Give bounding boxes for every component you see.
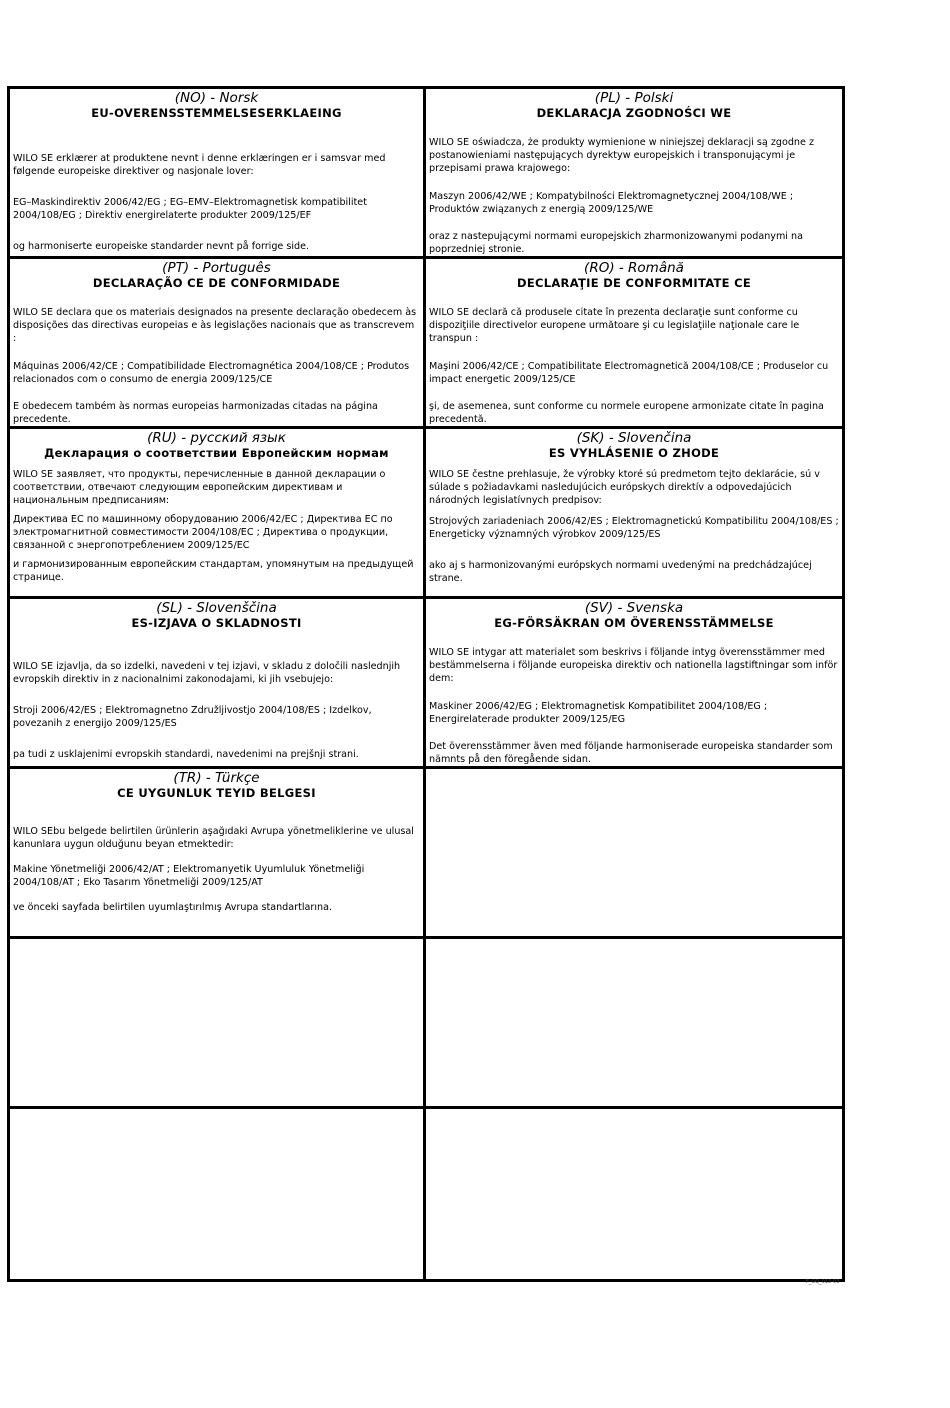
declaration-closing: ve önceki sayfada belirtilen uyumlaştırılmış Avrupa standartlarına. <box>13 901 333 913</box>
declaration-closing: oraz z nastepującymi normami europejskich zharmonizowanymi podanymi na poprzedniej stronie. <box>429 230 803 255</box>
declaration-tr <box>10 769 426 939</box>
declaration-ru <box>10 429 426 599</box>
declaration-title: EU-OVERENSSTEMMELSESERKLAEING <box>91 106 342 120</box>
language-heading: (SK) - Slovenčina <box>576 430 692 446</box>
declaration-pt <box>10 259 426 429</box>
declaration-intro: WILO SE čestne prehlasuje, že výrobky ktoré sú predmetom tejto deklarácie, sú v súlade s požiadavkami nasledujúcich európskych direktív a odpovedajúcich národných legislatívnych predpisov: <box>429 469 820 506</box>
declaration-sk <box>426 429 842 599</box>
declaration-directives: Maskiner 2006/42/EG ; Elektromagnetisk Kompatibilitet 2004/108/EG ; Energirelaterade produkter 2009/125/EG <box>429 700 768 725</box>
declaration-closing: E obedecem também às normas europeias harmonizadas citadas na página precedente. <box>13 400 378 425</box>
declaration-closing: şi, de asemenea, sunt conforme cu normele europene armonizate citate în pagina precedentă. <box>429 400 824 425</box>
declaration-intro: WILO SEbu belgede belirtilen ürünlerin aşağıdaki Avrupa yönetmeliklerine ve ulusal kanunlara uygun olduğunu beyan etmektedir: <box>13 825 414 850</box>
declaration-title: ES VYHLÁSENIE O ZHODE <box>548 446 720 460</box>
declaration-sl <box>10 599 426 769</box>
language-heading: (PL) - Polski <box>594 90 674 106</box>
language-heading: (TR) - Türkçe <box>173 770 260 786</box>
language-heading: (RO) - Română <box>584 260 684 276</box>
empty-cell <box>10 939 426 1109</box>
declaration-ro <box>426 259 842 429</box>
declarations-grid <box>7 86 845 1282</box>
language-heading: (RU) - русский язык <box>147 430 286 446</box>
language-heading: (PT) - Português <box>162 260 271 276</box>
declaration-closing: Det överensstämmer även med följande harmoniserade europeiska standarder som nämnts på den föregående sidan. <box>429 740 833 765</box>
declaration-directives: Stroji 2006/42/ES ; Elektromagnetno Združljivostjo 2004/108/ES ; Izdelkov, povezanih z energijo 2009/125/ES <box>13 705 372 729</box>
declaration-title: DECLARAŢIE DE CONFORMITATE CE <box>516 276 752 290</box>
declaration-title: Декларация о соответствии Европейским нормам <box>44 446 389 460</box>
language-heading: (SV) - Svenska <box>584 600 684 616</box>
declaration-intro: WILO SE declară că produsele citate în prezenta declaraţie sunt conforme cu dispoziţiile directivelor europene următoare şi cu legislaţiile naţionale care le transpun : <box>429 307 800 345</box>
declaration-no <box>10 89 426 259</box>
declaration-closing: og harmoniserte europeiske standarder nevnt på forrige side. <box>13 241 310 252</box>
declaration-intro: WILO SE заявляет, что продукты, перечисленные в данной декларации о соответствии, отвечают следующим европейским директивам и национальным предписаниям: <box>13 469 386 506</box>
declaration-title: ES-IZJAVA O SKLADNOSTI <box>131 616 302 630</box>
language-heading: (SL) - Slovenščina <box>156 600 277 616</box>
empty-cell <box>426 1109 842 1279</box>
declaration-intro: WILO SE declara que os materiais designados na presente declaração obedecem às disposições das directivas europeias e às legislações nacionais que as transcrevem : <box>13 307 417 345</box>
declaration-closing: ako aj s harmonizovanými európskych normami uvedenými na predchádzajúcej strane. <box>429 560 812 584</box>
form-code: F_GQ_013-03 <box>806 1279 840 1285</box>
declaration-title: DECLARAÇÃO CE DE CONFORMIDADE <box>92 276 341 290</box>
declaration-intro: WILO SE izjavlja, da so izdelki, navedeni v tej izjavi, v skladu z določili naslednjih evropskih direktiv in z nacionalnimi zakonodajami, ki jih vsebujejo: <box>13 661 401 685</box>
declaration-directives: Máquinas 2006/42/CE ; Compatibilidade Electromagnética 2004/108/CE ; Produtos relacionados com o consumo de energia 2009/125/CE <box>13 360 410 385</box>
empty-cell <box>10 1109 426 1279</box>
declaration-directives: Makine Yönetmeliği 2006/42/AT ; Elektromanyetik Uyumluluk Yönetmeliği 2004/108/AT ; Eko Tasarım Yönetmeliği 2009/125/AT <box>13 863 365 888</box>
declaration-directives: Директива ЕС по машинному оборудованию 2006/42/ЕС ; Директива ЕС по электромагнитной совместимости 2004/108/ЕС ; Директива о продукции, связанной с энергопотреблением 2009/125/ЕС <box>13 514 393 551</box>
empty-cell <box>426 939 842 1109</box>
language-heading: (NO) - Norsk <box>174 90 259 106</box>
declaration-sv <box>426 599 842 769</box>
declaration-title: CE UYGUNLUK TEYID BELGESI <box>117 786 316 800</box>
declaration-intro: WILO SE intygar att materialet som beskrivs i följande intyg överensstämmer med bestämmelserna i följande europeiska direktiv och nationella lagstiftningar som inför dem: <box>429 647 838 685</box>
declaration-closing: pa tudi z usklajenimi evropskih standardi, navedenimi na prejšnji strani. <box>13 749 359 760</box>
declaration-intro: WILO SE oświadcza, że produkty wymienione w niniejszej deklaracji są zgodne z postanowieniami następujących dyrektyw europejskich i transponującymi je przepisami prawa krajowego: <box>429 137 814 175</box>
declaration-directives: Maşini 2006/42/CE ; Compatibilitate Electromagnetică 2004/108/CE ; Produselor cu impact energetic 2009/125/CE <box>429 360 829 385</box>
declaration-directives: Maszyn 2006/42/WE ; Kompatybilności Elektromagnetycznej 2004/108/WE ; Produktów związanych z energią 2009/125/WE <box>429 190 794 215</box>
declaration-directives: Strojových zariadeniach 2006/42/ES ; Elektromagnetickú Kompatibilitu 2004/108/ES ; Energeticky významných výrobkov 2009/125/ES <box>429 516 839 540</box>
empty-cell <box>426 769 842 939</box>
declaration-closing: и гармонизированным европейским стандартам, упомянутым на предыдущей странице. <box>13 559 414 583</box>
declaration-pl <box>426 89 842 259</box>
declaration-intro: WILO SE erklærer at produktene nevnt i denne erklæringen er i samsvar med følgende europeiske direktiver og nasjonale lover: <box>13 153 386 177</box>
declaration-directives: EG–Maskindirektiv 2006/42/EG ; EG–EMV–Elektromagnetisk kompatibilitet 2004/108/EG ; Direktiv energirelaterte produkter 2009/125/EF <box>13 197 367 221</box>
declaration-title: DEKLARACJA ZGODNOŚCI WE <box>536 106 732 120</box>
declaration-title: EG-FÖRSÄKRAN OM ÖVERENSSTÄMMELSE <box>494 616 774 630</box>
